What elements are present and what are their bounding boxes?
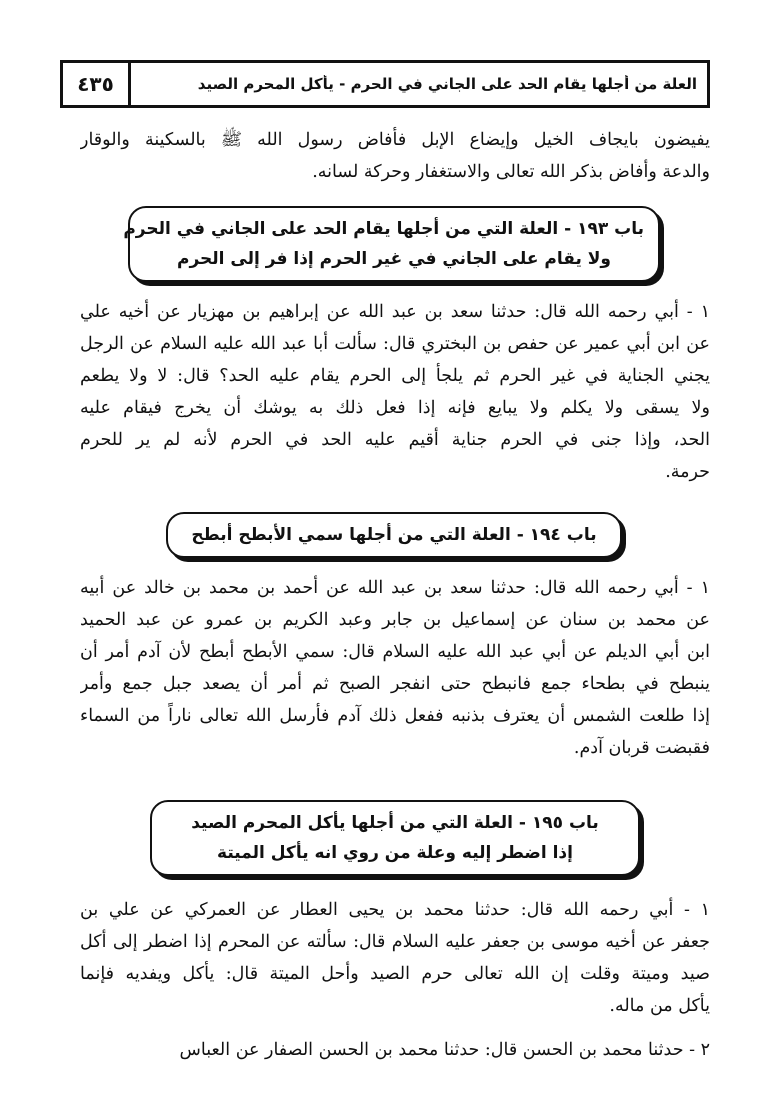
chapter-heading-195: [150, 800, 640, 876]
text-line: فقبضت قربان آدم.: [573, 738, 710, 758]
hadith-paragraph: [80, 1034, 710, 1066]
hadith-paragraph: [80, 894, 710, 1022]
text-line: ابن أبي الديلم عن أبي عبد الله عليه السلام قال: سمي الأبطح أبطح لأن آدم أمر أن: [80, 642, 710, 662]
chapter-title-line: باب ١٩٣ - العلة التي من أجلها يقام الحد على الجاني في الحرم: [123, 219, 644, 239]
text-line: صيد وميتة وقلت إن الله تعالى حرم الصيد وأحل الميتة قال: يأكل ويفديه فإنما: [80, 964, 710, 984]
intro-paragraph: [80, 124, 710, 188]
page-number: ٤٣٥: [63, 63, 131, 105]
hadith-paragraph: [80, 296, 710, 488]
text-line: ١ - أبي رحمه الله قال: حدثنا محمد بن يحيى العطار عن العمركي عن علي بن: [80, 900, 710, 920]
running-header: [60, 60, 710, 108]
chapter-title-line: ولا يقام على الجاني في غير الحرم إذا فر إلى الحرم: [177, 249, 611, 269]
text-line: ولا يسقى ولا يكلم ولا يبايع فإنه إذا فعل ذلك به يوشك أن يخرج فيقام عليه: [80, 398, 710, 418]
running-title: العلة من أجلها يقام الحد على الجاني في الحرم - يأكل المحرم الصيد: [197, 75, 697, 93]
text-line: الحد، وإذا جنى في الحرم جناية أقيم عليه الحد في الحرم لأنه لم ير للحرم: [80, 430, 710, 450]
text-line: ٢ - حدثنا محمد بن الحسن قال: حدثنا محمد بن الحسن الصفار عن العباس: [179, 1040, 710, 1060]
chapter-title-line: باب ١٩٤ - العلة التي من أجلها سمي الأبطح أبطح: [191, 525, 597, 545]
hadith-paragraph: [80, 572, 710, 764]
text-line: عن ابن أبي عمير عن حفص بن البختري قال: سألت أبا عبد الله عليه السلام عن الرجل: [80, 334, 710, 354]
chapter-title-line: باب ١٩٥ - العلة التي من أجلها يأكل المحرم الصيد: [191, 813, 599, 833]
chapter-title-line: إذا اضطر إليه وعلة من روي انه يأكل الميتة: [217, 843, 573, 863]
chapter-heading-193: [123, 206, 660, 282]
text-line: إذا طلعت الشمس أن يعترف بذنبه ففعل ذلك آدم فأرسل الله تعالى ناراً من السماء: [80, 706, 710, 726]
text-line: جعفر عن أخيه موسى بن جعفر عليه السلام قال: سألته عن المحرم إذا اضطر إلى أكل: [80, 932, 710, 952]
text-line: ١ - أبي رحمه الله قال: حدثنا سعد بن عبد الله عن أحمد بن محمد بن خالد عن أبيه: [80, 578, 710, 598]
text-line: ينبطح في بطحاء جمع فانبطح حتى انفجر الصبح ثم أمر أن يصعد جبل جمع وأمر: [80, 674, 710, 694]
chapter-heading-194: [166, 512, 622, 558]
text-line: حرمة.: [665, 462, 710, 482]
text-line: والدعة وأفاض بذكر الله تعالى والاستغفار وحركة لسانه.: [312, 162, 710, 182]
text-line: يفيضون بايجاف الخيل وإيضاع الإبل فأفاض رسول الله ﷺ بالسكينة والوقار: [80, 130, 710, 150]
text-line: ١ - أبي رحمه الله قال: حدثنا سعد بن عبد الله عن إبراهيم بن مهزيار عن أخيه علي: [80, 302, 710, 322]
text-line: يأكل من ماله.: [609, 996, 710, 1016]
text-line: يجني الجناية في غير الحرم ثم يلجأ إلى الحرم يقام عليه الحد؟ قال: لا ولا يطعم: [80, 366, 710, 386]
text-line: عن محمد بن سنان عن إسماعيل بن جابر وعبد الكريم بن عمرو عن عبد الحميد: [80, 610, 710, 630]
